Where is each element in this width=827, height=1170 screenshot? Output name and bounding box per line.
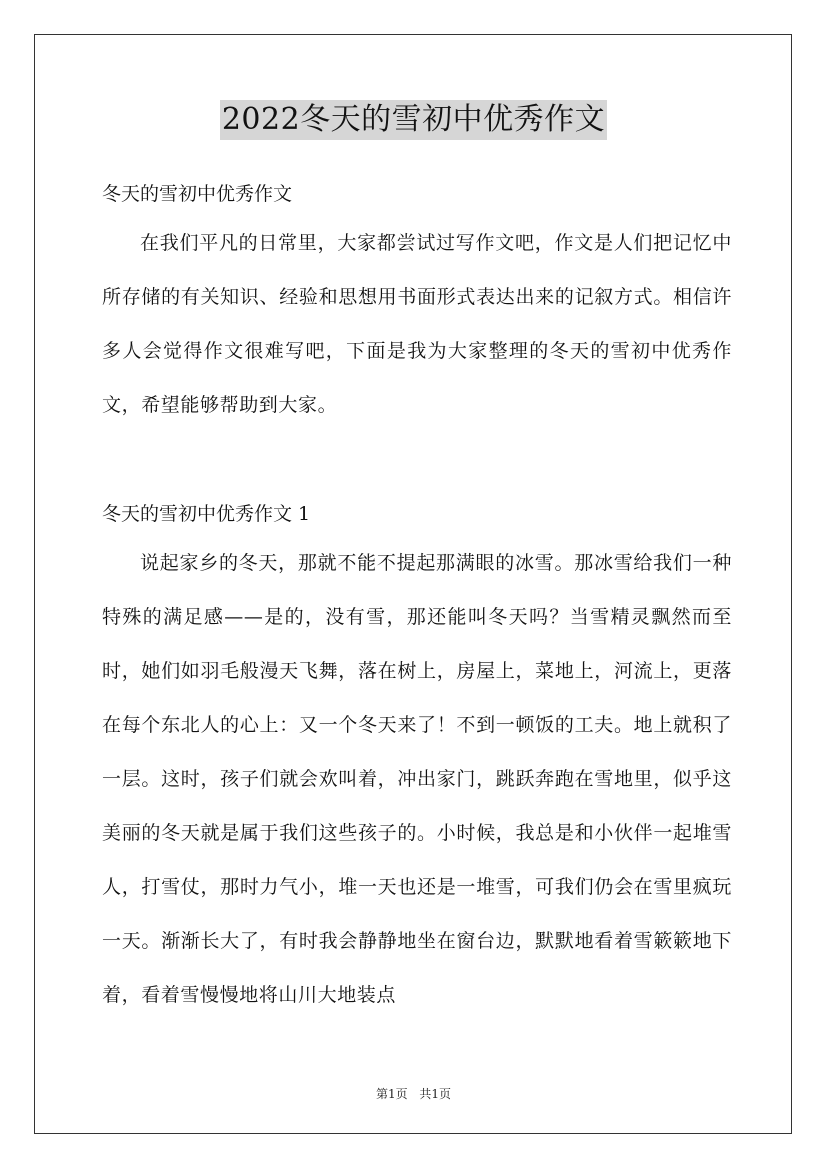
essay1-heading: 冬天的雪初中优秀作文 1 [102, 503, 311, 525]
document-body [102, 172, 732, 1022]
intro-heading: 冬天的雪初中优秀作文 [102, 183, 293, 205]
document-title: 2022冬天的雪初中优秀作文 [220, 100, 607, 140]
page-number-current: 第1页 [375, 1087, 408, 1101]
page-footer [0, 1085, 827, 1102]
section-gap [102, 432, 732, 492]
title-container [0, 100, 827, 140]
essay1-paragraph: 说起家乡的冬天，那就不能不提起那满眼的冰雪。那冰雪给我们一种特殊的满足感——是的，没有雪，那还能叫冬天吗？当雪精灵飘然而至时，她们如羽毛般漫天飞舞，落在树上，房屋上，菜地上，河流上，更落在每个东北人的心上：又一个冬天来了！不到一顿饭的工夫。地上就积了一层。这时，孩子们就会欢叫着，冲出家门，跳跃奔跑在雪地里，似乎这美丽的冬天就是属于我们这些孩子的。小时候，我总是和小伙伴一起堆雪人，打雪仗，那时力气小，堆一天也还是一堆雪，可我们仍会在雪里疯玩一天。渐渐长大了，有时我会静静地坐在窗台边，默默地看着雪簌簌地下着，看着雪慢慢地将山川大地装点 [102, 552, 732, 1006]
intro-paragraph: 在我们平凡的日常里，大家都尝试过写作文吧，作文是人们把记忆中所存储的有关知识、经验和思想用书面形式表达出来的记叙方式。相信许多人会觉得作文很难写吧，下面是我为大家整理的冬天的雪初中优秀作文，希望能够帮助到大家。 [102, 232, 732, 416]
page-number-total: 共1页 [419, 1087, 452, 1101]
